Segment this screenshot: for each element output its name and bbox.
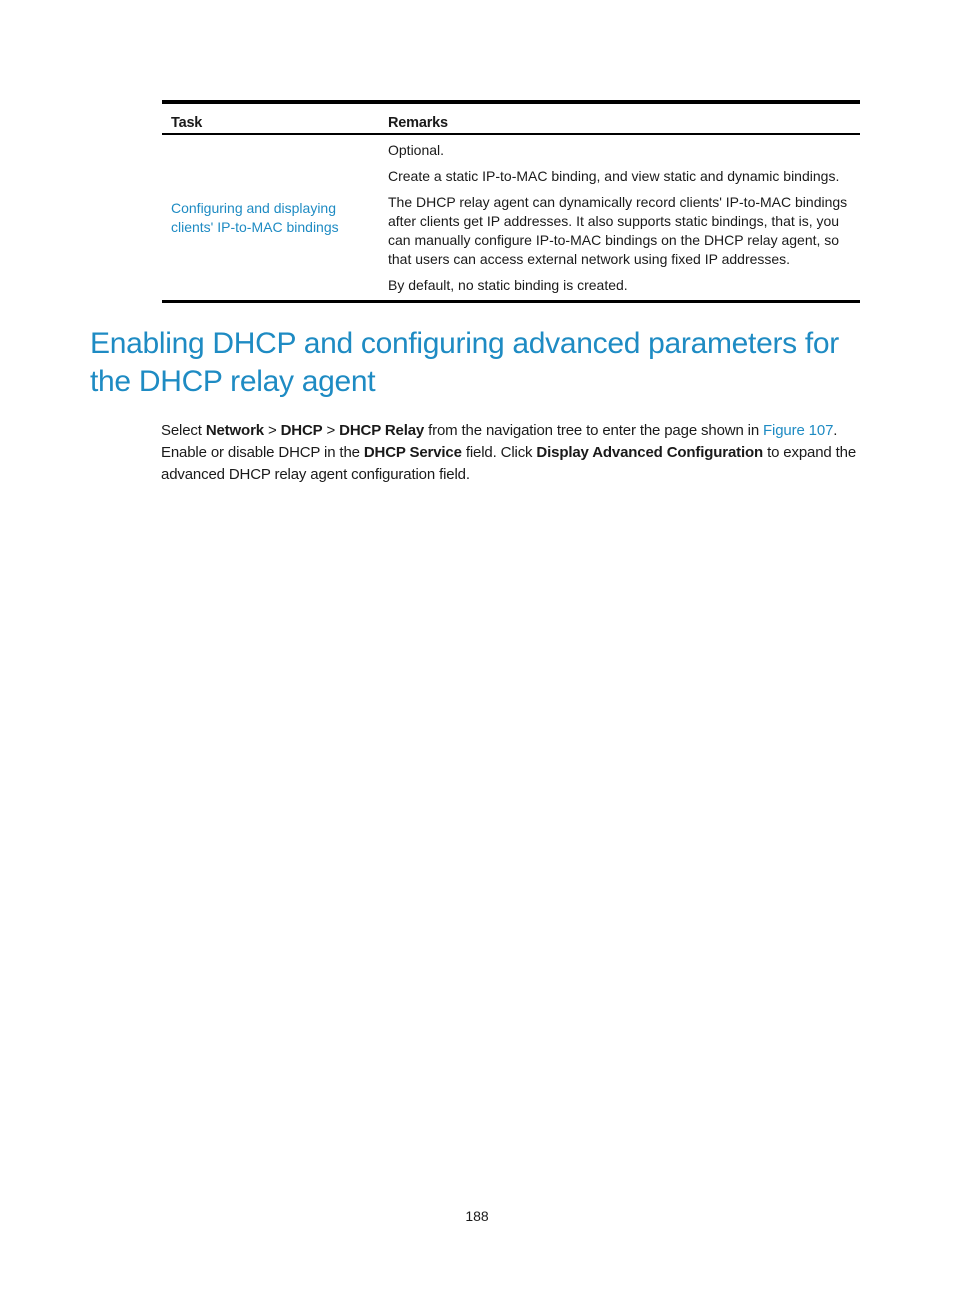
display-advanced-configuration: Display Advanced Configuration [536,444,764,461]
body-text: . Enable or disable DHCP in the [161,422,838,461]
body-text: Select [161,422,206,439]
table-header-row [162,104,860,135]
body-text: from the navigation tree to enter the page shown in [424,422,764,439]
task-remarks-table [162,100,860,303]
body-paragraph [161,420,869,486]
menu-network: Network [205,422,264,439]
page-number: 188 [465,1208,489,1224]
body-text: field. Click [461,444,537,461]
body-text: to expand the advanced DHCP relay agent configuration field. [161,444,857,483]
section-heading: Enabling DHCP and configuring advanced parameters for the DHCP relay agent [90,327,839,398]
header-remarks: Remarks [388,115,448,131]
table-row [162,135,860,300]
menu-dhcp: DHCP [280,422,323,439]
remark-default: By default, no static binding is created. [388,277,628,293]
figure-107-link[interactable]: Figure 107 [763,422,834,439]
body-text: > [263,422,281,439]
task-link-ip-mac-bindings[interactable]: Configuring and displaying clients' IP-to-MAC bindings [171,200,339,235]
body-text: > [322,422,340,439]
field-dhcp-service: DHCP Service [363,444,462,461]
remarks-cell [388,141,860,295]
task-cell [162,199,388,237]
remark-relay-description: The DHCP relay agent can dynamically record clients' IP-to-MAC bindings after clients get IP addresses. It also supports static bindings, that is, you can manually configure IP-to-MAC bindings on the DHCP relay agent, so that users can access external network using fixed IP addresses. [388,194,848,267]
remark-optional: Optional. [388,142,445,158]
remark-create-binding: Create a static IP-to-MAC binding, and view static and dynamic bindings. [388,168,840,184]
menu-dhcp-relay: DHCP Relay [339,422,425,439]
header-task: Task [171,115,203,131]
